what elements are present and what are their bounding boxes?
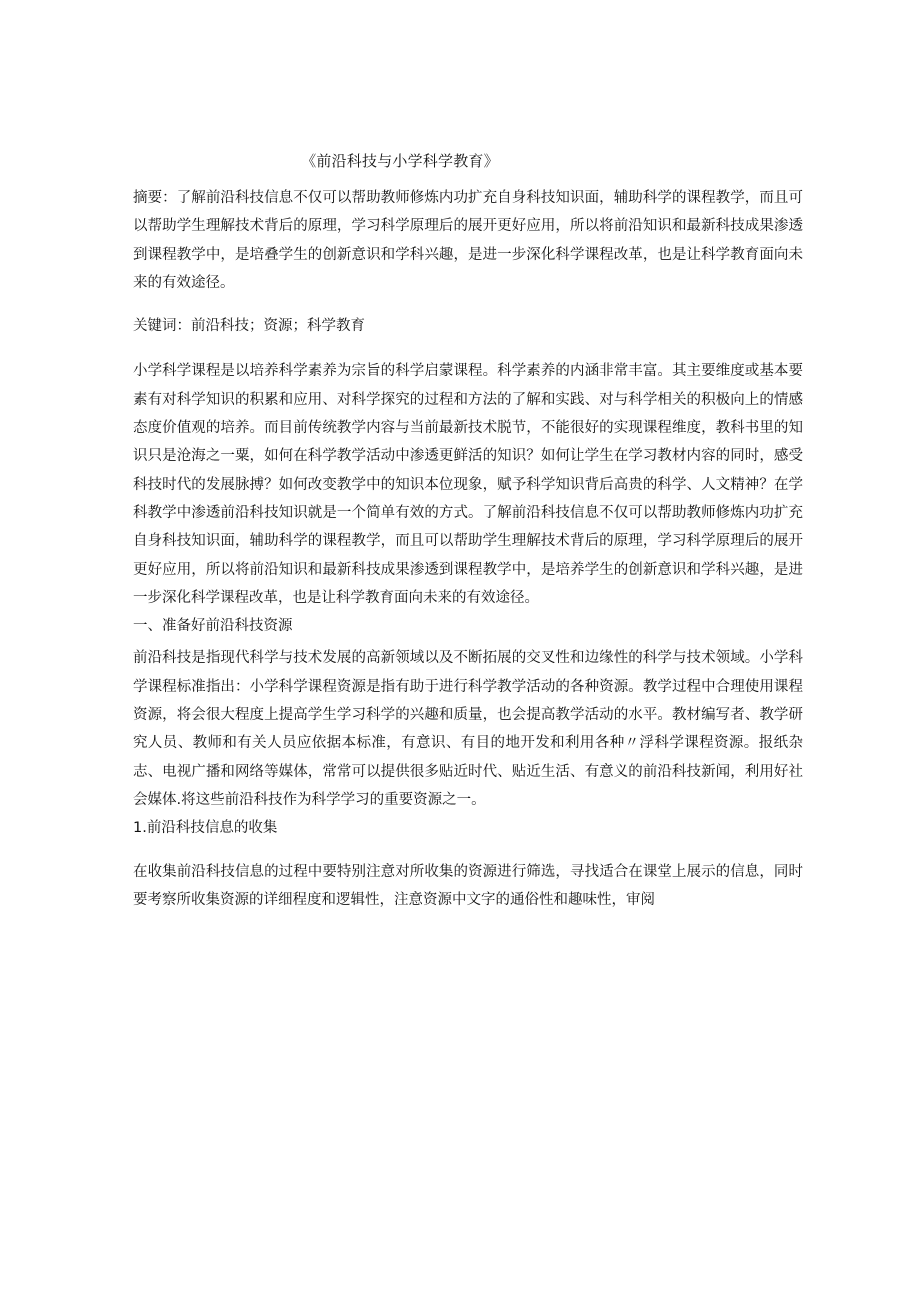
subsection-1-paragraph: 在收集前沿科技信息的过程中要特别注意对所收集的资源进行筛选，寻找适合在课堂上展示的信息，同时要考察所收集资源的详细程度和逻辑性，注意资源中文字的通俗性和趣味性，审阅 [133,863,803,908]
intro-paragraph: 小学科学课程是以培养科学素养为宗旨的科学启蒙课程。科学素养的内涵非常丰富。其主要维度或基本要素有对科学知识的积累和应用、对科学探究的过程和方法的了解和实践、对与科学相关的积极向上的情感态度价值观的培养。而目前传统教学内容与当前最新技术脱节，不能很好的实现课程维度，教科书里的知识只是沧海之一粟，如何在科学教学活动中渗透更鲜活的知识？如何让学生在学习教材内容的同时，感受科技时代的发展脉搏？如何改变教学中的知识本位现象，赋予科学知识背后高贵的科学、人文精神？在学科教学中渗透前沿科技知识就是一个简单有效的方式。了解前沿科技信息不仅可以帮助教师修炼内功扩充自身科技知识面，辅助科学的课程教学，而且可以帮助学生理解技术背后的原理，学习科学原理后的展开更好应用，所以将前沿知识和最新科技成果渗透到课程教学中，是培养学生的创新意识和学科兴趣，是进一步深化科学课程改革，也是让科学教育面向未来的有效途径。 [133,363,803,606]
subsection-heading-1: 1.前沿科技信息的收集 [133,820,278,837]
section-1-paragraph: 前沿科技是指现代科学与技术发展的高新领域以及不断拓展的交叉性和边缘性的科学与技术领域。小学科学课程标准指出：小学科学课程资源是指有助于进行科学教学活动的各种资源。教学过程中合理使用课程资源，将会很大程度上提高学生学习科学的兴趣和质量，也会提高教学活动的水平。教材编写者、教学研究人员、教师和有关人员应依据本标准，有意识、有目的地开发和利用各种〃浮科学课程资源。报纸杂志、电视广播和网络等媒体，常常可以提供很多贴近时代、贴近生活、有意义的前沿科技新闻，利用好社会媒体.将这些前沿科技作为科学学习的重要资源之一。 [133,650,803,808]
section-heading-1: 一、准备好前沿科技资源 [133,618,293,635]
abstract-paragraph: 摘要：了解前沿科技信息不仅可以帮助教师修炼内功扩充自身科技知识面，辅助科学的课程教学，而且可以帮助学生理解技术背后的原理，学习科学原理后的展开更好应用，所以将前沿知识和最新科技成果渗透到课程教学中，是培叠学生的创新意识和学科兴趣，是进一步深化科学课程改革，也是让科学教育面向未来的有效途径。 [133,190,803,291]
keywords-line: 关键词：前沿科技；资源；科学教育 [133,318,365,335]
document-title: 《前沿科技与小学科学教育》 [301,152,499,170]
document-body [133,184,803,914]
